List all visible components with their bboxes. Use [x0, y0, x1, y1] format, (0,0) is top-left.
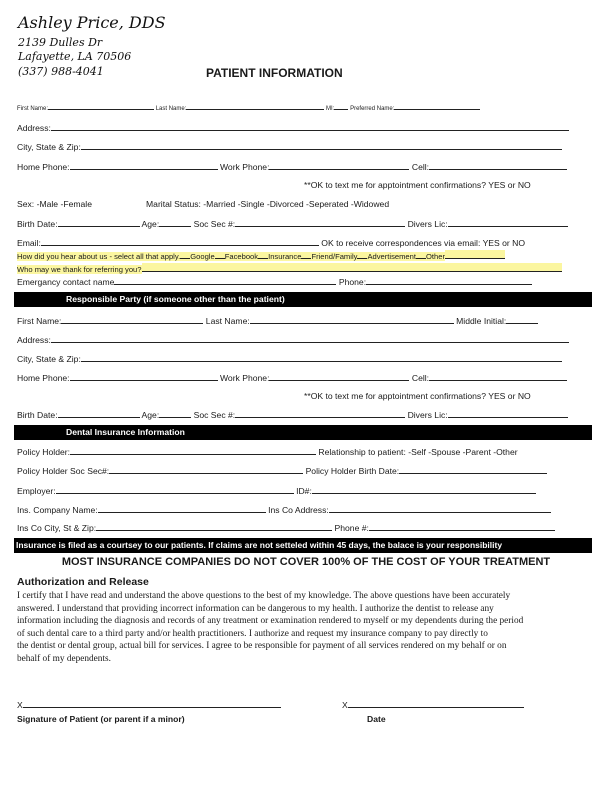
patient-phone-row: [17, 161, 567, 173]
insurance-header: [14, 425, 592, 440]
patient-email-row: [17, 237, 525, 249]
last-name-field[interactable]: [186, 101, 324, 110]
relationship-options[interactable]: Relationship to patient: -Self -Spouse -Parent -Other: [318, 447, 518, 457]
rp-phone-row: [17, 372, 567, 384]
work-phone-label: Work Phone:: [219, 162, 270, 172]
rp-city-field[interactable]: [81, 353, 562, 362]
patient-name-row: [17, 101, 480, 115]
city-label: City, State & Zip:: [17, 142, 81, 152]
email-label: Email:: [17, 238, 41, 248]
rp-city-row: [17, 353, 562, 365]
practice-city: Lafayette, LA 70506: [18, 50, 132, 63]
referral-option-blank[interactable]: [301, 250, 311, 259]
soc-sec-field[interactable]: [235, 218, 405, 227]
date-field[interactable]: [348, 699, 524, 708]
rp-age-field[interactable]: [159, 409, 191, 418]
mi-label: MI:: [326, 106, 335, 112]
rp-cell-field[interactable]: [429, 372, 567, 381]
rp-home-phone-label: Home Phone:: [17, 373, 70, 383]
id-field[interactable]: [312, 485, 536, 494]
address-label: Address:: [17, 123, 51, 133]
employer-label: Employer:: [17, 486, 56, 496]
employer-row: [17, 485, 536, 497]
text-consent[interactable]: **OK to text me for apptointment confirmations? YES or NO: [304, 180, 531, 190]
authorization-text: [17, 590, 592, 666]
company-name-field[interactable]: [98, 504, 266, 513]
signature-row: [17, 699, 281, 711]
company-address-label: Ins Co Address:: [268, 505, 329, 515]
referral-options: [180, 252, 445, 261]
referral-other-field[interactable]: [445, 250, 505, 259]
referral-option-label: Other: [425, 252, 445, 261]
divers-lic-field[interactable]: [448, 218, 568, 227]
responsible-party-header: [14, 292, 592, 307]
employer-field[interactable]: [56, 485, 294, 494]
coverage-warning: MOST INSURANCE COMPANIES DO NOT COVER 100% OF THE COST OF YOUR TREATMENT: [61, 556, 551, 568]
email-field[interactable]: [41, 237, 319, 246]
last-name-label: Last Name:: [155, 106, 187, 112]
referral-option-blank[interactable]: [357, 250, 367, 259]
policy-ssn-field[interactable]: [109, 465, 303, 474]
marital-status-options[interactable]: Marital Status: -Married -Single -Divorced -Seperated -Widowed: [146, 199, 390, 209]
first-name-label: First Name:: [17, 106, 49, 112]
policy-ssn-row: [17, 465, 547, 477]
referrer-field[interactable]: [142, 263, 562, 272]
first-name-field[interactable]: [48, 101, 154, 110]
referral-option-label: Facebook: [224, 252, 259, 261]
rp-soc-sec-field[interactable]: [235, 409, 405, 418]
home-phone-field[interactable]: [70, 161, 218, 170]
rp-middle-initial-label: Middle Initial:: [456, 316, 507, 326]
emergency-row: [17, 276, 532, 288]
signature-field[interactable]: [23, 699, 281, 708]
referral-option-blank[interactable]: [416, 250, 426, 259]
rp-last-name-label: Last Name:: [205, 316, 250, 326]
rp-work-phone-field[interactable]: [269, 372, 409, 381]
policy-ssn-label: Policy Holder Soc Sec#:: [17, 466, 110, 476]
birth-date-field[interactable]: [58, 218, 140, 227]
authorization-line: I certify that I have read and understand the above questions to the best of my knowledge. The above questions have been accurately: [17, 591, 511, 601]
referral-option-label: Friend/Family: [311, 252, 358, 261]
patient-address-row: [17, 122, 569, 134]
soc-sec-label: Soc Sec #:: [193, 219, 236, 229]
rp-first-name-field[interactable]: [61, 315, 203, 324]
authorization-line: information including the diagnosis and records of any treatment or examination rendered to myself or my dependents during the period: [17, 616, 524, 627]
policy-holder-label: Policy Holder:: [17, 447, 71, 457]
emergency-phone-field[interactable]: [366, 276, 532, 285]
emergency-contact-field[interactable]: [114, 276, 336, 285]
policy-birth-date-label: Policy Holder Birth Date:: [305, 466, 400, 476]
referral-option-label: Insurance: [268, 252, 302, 261]
referral-question: How did you hear about us - select all that apply.: [17, 252, 181, 261]
policy-holder-field[interactable]: [70, 446, 316, 455]
birth-date-label: Birth Date:: [17, 219, 58, 229]
rp-address-row: [17, 334, 569, 346]
rp-name-row: [17, 315, 538, 327]
practice-name: Ashley Price, DDS: [18, 13, 166, 32]
referral-row: [17, 250, 505, 262]
patient-city-row: [17, 141, 562, 153]
practice-street: 2139 Dulles Dr: [18, 36, 103, 49]
rp-age-label: Age:: [141, 410, 160, 420]
date-label: Date: [367, 714, 386, 724]
rp-middle-initial-field[interactable]: [506, 315, 538, 324]
rp-birth-row: [17, 409, 568, 421]
rp-work-phone-label: Work Phone:: [219, 373, 270, 383]
rp-address-field[interactable]: [51, 334, 569, 343]
rp-cell-label: Cell:: [411, 373, 430, 383]
home-phone-label: Home Phone:: [17, 162, 70, 172]
rp-last-name-field[interactable]: [250, 315, 454, 324]
work-phone-field[interactable]: [269, 161, 409, 170]
rp-divers-lic-label: Divers Lic:: [407, 410, 448, 420]
email-consent[interactable]: OK to receive correspondences via email: YES or NO: [321, 238, 526, 248]
company-address-field[interactable]: [329, 504, 551, 513]
referral-option-blank[interactable]: [180, 250, 190, 259]
company-phone-field[interactable]: [369, 522, 555, 531]
authorization-line: of such dental care to a third party and/or health practitioners. I authorize and request my insurance company to pay directly to: [17, 628, 488, 639]
date-row: [342, 699, 524, 711]
rp-city-label: City, State & Zip:: [17, 354, 81, 364]
policy-birth-date-field[interactable]: [399, 465, 547, 474]
company-city-row: [17, 522, 555, 534]
company-phone-label: Phone #:: [334, 523, 369, 533]
signature-label: Signature of Patient (or parent if a minor): [17, 714, 185, 724]
rp-birth-date-field[interactable]: [58, 409, 140, 418]
preferred-name-label: Preferred Name:: [350, 106, 395, 112]
company-city-field[interactable]: [96, 522, 332, 531]
date-x: X: [342, 700, 348, 710]
insurance-title: Dental Insurance Information: [66, 427, 185, 437]
emergency-contact-label: Emergancy contact name: [17, 277, 115, 287]
emergency-phone-label: Phone:: [338, 277, 367, 287]
authorization-line: the dentist or dental group, actual bill for services. I agree to be responsible for payment of all services rendered on my behalf or on: [17, 641, 507, 652]
patient-birth-row: [17, 218, 568, 230]
referrer-question: Who may we thank for referring you?: [17, 265, 142, 274]
policy-holder-row: [17, 446, 518, 458]
company-row: [17, 504, 551, 516]
city-field[interactable]: [81, 141, 562, 150]
rp-birth-date-label: Birth Date:: [17, 410, 58, 420]
insurance-notice: Insurance is filed as a courtsey to our patients. If claims are not setteled within 45 days, the balace is your responsibility: [16, 540, 503, 550]
referral-option-label: Google: [190, 252, 215, 261]
form-title: PATIENT INFORMATION: [206, 66, 343, 80]
company-city-label: Ins Co City, St & Zip:: [17, 523, 97, 533]
mi-field[interactable]: [334, 101, 348, 110]
rp-home-phone-field[interactable]: [70, 372, 218, 381]
divers-lic-label: Divers Lic:: [407, 219, 448, 229]
rp-first-name-label: First Name:: [17, 316, 62, 326]
authorization-title: Authorization and Release: [17, 576, 149, 588]
referral-option-blank[interactable]: [215, 250, 225, 259]
rp-text-consent[interactable]: **OK to text me for apptointment confirmations? YES or NO: [304, 391, 531, 401]
rp-divers-lic-field[interactable]: [448, 409, 568, 418]
rp-address-label: Address:: [17, 335, 51, 345]
address-field[interactable]: [51, 122, 569, 131]
authorization-line: answered. I understand that providing incorrect information can be dangerous to my health. I authorize the dentist to release any: [17, 603, 494, 614]
age-label: Age:: [141, 219, 160, 229]
rp-soc-sec-label: Soc Sec #:: [193, 410, 236, 420]
authorization-line: behalf of my dependents.: [17, 653, 111, 664]
practice-phone: (337) 988-4041: [18, 65, 104, 78]
signature-x: X: [17, 700, 23, 710]
referrer-row: [17, 263, 562, 275]
cell-label: Cell:: [411, 162, 430, 172]
referral-option-label: Advertisement: [367, 252, 416, 261]
id-label: ID#:: [296, 486, 312, 496]
responsible-party-title: Responsible Party (if someone other than the patient): [66, 294, 285, 304]
age-field[interactable]: [159, 218, 191, 227]
sex-options[interactable]: Sex: -Male -Female: [17, 199, 92, 209]
company-name-label: Ins. Company Name:: [17, 505, 98, 515]
cell-field[interactable]: [429, 161, 567, 170]
preferred-name-field[interactable]: [394, 101, 480, 110]
referral-option-blank[interactable]: [258, 250, 268, 259]
insurance-notice-bar: [14, 538, 592, 553]
